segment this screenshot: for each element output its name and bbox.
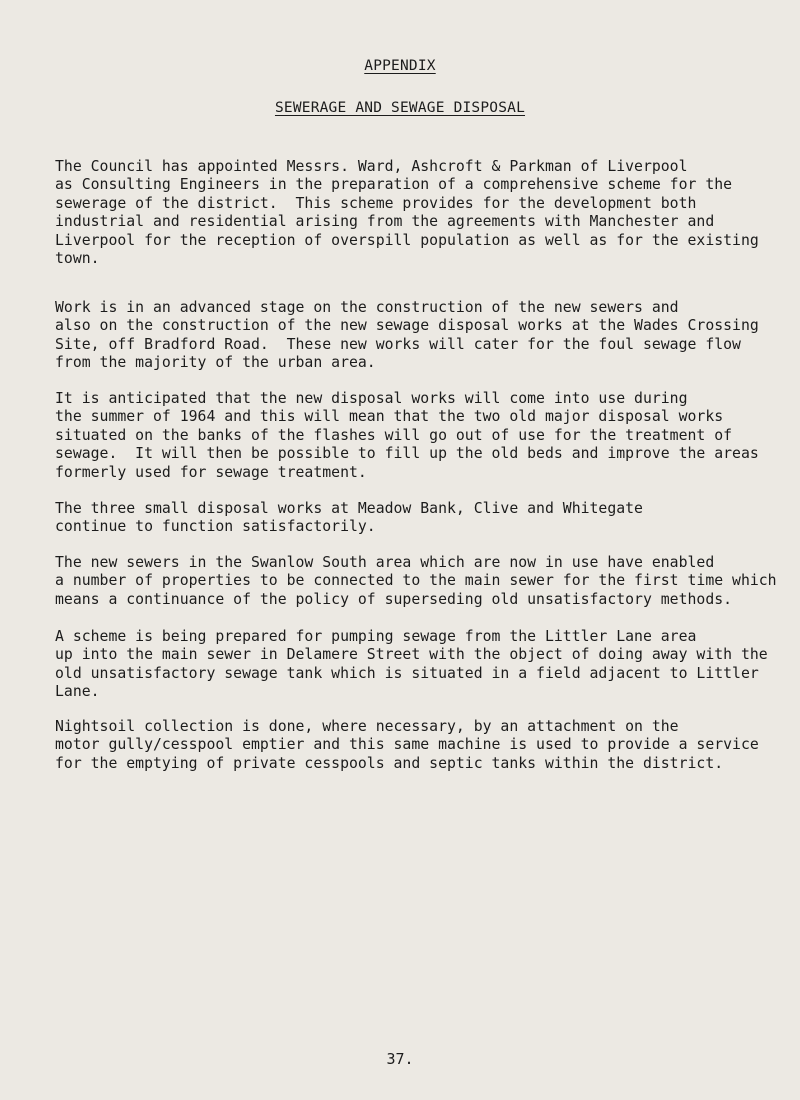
page-number: 37.	[386, 1050, 414, 1068]
appendix-heading	[0, 58, 800, 74]
text-line: The three small disposal works at Meadow Bank, Clive and Whitegate	[55, 500, 643, 517]
text-line: formerly used for sewage treatment.	[55, 463, 367, 481]
text-line: situated on the banks of the flashes will go out of use for the treatment of	[55, 426, 733, 444]
text-line: industrial and residential arising from the agreements with Manchester and	[55, 213, 715, 231]
section-title	[0, 100, 800, 116]
paragraph-nightsoil	[55, 718, 795, 773]
paragraph-small-works	[55, 500, 795, 537]
paragraph-consulting-engineers	[55, 158, 795, 268]
text-line: as Consulting Engineers in the preparation of a comprehensive scheme for the	[55, 176, 733, 194]
text-line: The Council has appointed Messrs. Ward, Ashcroft & Parkman of Liverpool	[55, 158, 688, 175]
text-line: continue to function satisfactorily.	[55, 518, 376, 536]
text-line: also on the construction of the new sewage disposal works at the Wades Crossing	[55, 317, 759, 335]
paragraph-littler-lane	[55, 628, 795, 702]
section-title-text: SEWERAGE AND SEWAGE DISPOSAL	[274, 100, 526, 116]
text-line: town.	[55, 249, 100, 267]
text-line: sewage. It will then be possible to fill up the old beds and improve the areas	[55, 445, 759, 463]
text-line: The new sewers in the Swanlow South area which are now in use have enabled	[55, 554, 715, 571]
text-line: Nightsoil collection is done, where necessary, by an attachment on the	[55, 718, 679, 735]
text-line: from the majority of the urban area.	[55, 354, 376, 372]
text-line: Site, off Bradford Road. These new works will cater for the foul sewage flow	[55, 335, 741, 353]
text-line: sewerage of the district. This scheme provides for the development both	[55, 194, 697, 212]
text-line: means a continuance of the policy of superseding old unsatisfactory methods.	[55, 590, 733, 608]
paragraph-swanlow-south	[55, 554, 795, 609]
text-line: up into the main sewer in Delamere Street with the object of doing away with the	[55, 646, 768, 664]
text-line: Lane.	[55, 683, 100, 701]
text-line: a number of properties to be connected to the main sewer for the first time which	[55, 572, 777, 590]
text-line: Liverpool for the reception of overspill population as well as for the existing	[55, 231, 759, 249]
paragraph-new-works	[55, 299, 795, 373]
text-line: Work is in an advanced stage on the construction of the new sewers and	[55, 299, 679, 316]
text-line: old unsatisfactory sewage tank which is situated in a field adjacent to Littler	[55, 664, 759, 682]
text-line: It is anticipated that the new disposal works will come into use during	[55, 390, 688, 407]
appendix-heading-text: APPENDIX	[364, 58, 436, 74]
text-line: motor gully/cesspool emptier and this same machine is used to provide a service	[55, 736, 759, 754]
text-line: for the emptying of private cesspools and septic tanks within the district.	[55, 754, 724, 772]
paragraph-disposal-works-1964	[55, 390, 795, 482]
text-line: A scheme is being prepared for pumping sewage from the Littler Lane area	[55, 628, 697, 645]
text-line: the summer of 1964 and this will mean that the two old major disposal works	[55, 408, 724, 426]
